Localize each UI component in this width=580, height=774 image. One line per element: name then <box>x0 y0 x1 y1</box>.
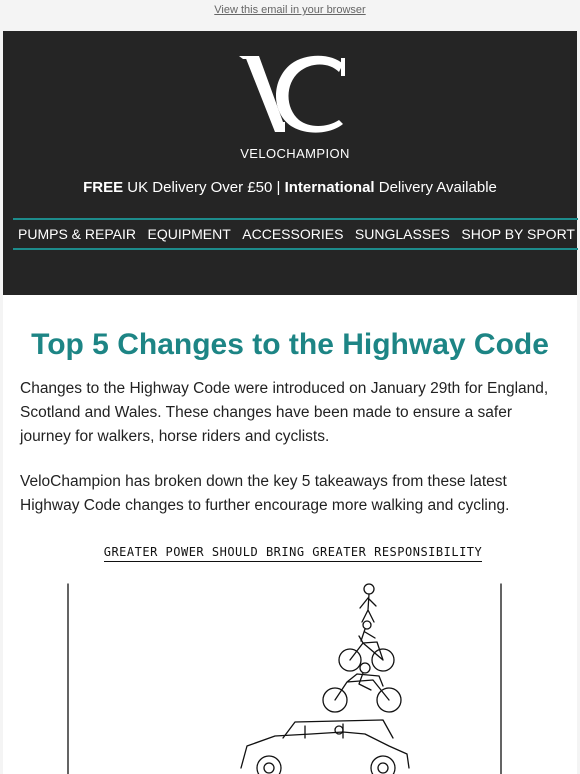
international-label: International <box>284 179 375 196</box>
logo-wordmark: VELOCHAMPION <box>240 146 350 161</box>
road-user-stack-drawing <box>43 540 543 774</box>
intl-delivery-text: Delivery Available <box>374 179 497 196</box>
free-label: FREE <box>83 179 124 196</box>
vc-logo-mark <box>225 54 365 164</box>
nav-item-equipment[interactable]: EQUIPMENT <box>147 226 231 242</box>
article-paragraph-intro: Changes to the Highway Code were introduced on January 29th for England, Scotland and Wales. These changes have been made to ensure a safer journey for walkers, horse riders and cyclists. <box>20 380 549 445</box>
email-header <box>3 31 577 295</box>
nav-item-sunglasses[interactable]: SUNGLASSES <box>354 226 450 242</box>
uk-delivery-text: UK Delivery Over £50 | <box>123 179 285 196</box>
nav-item-accessories[interactable]: ACCESSORIES <box>242 226 344 242</box>
velochampion-logo[interactable] <box>225 54 365 164</box>
main-nav <box>13 218 578 250</box>
article-paragraph-summary: VeloChampion has broken down the key 5 takeaways from these latest Highway Code changes to further encourage more walking and cycling. <box>20 473 510 514</box>
top-bar <box>0 0 580 14</box>
article-title: Top 5 Changes to the Highway Code <box>31 328 549 361</box>
email-content <box>3 295 577 774</box>
delivery-banner <box>3 179 577 196</box>
illustration-caption: GREATER POWER SHOULD BRING GREATER RESPONSIBILITY <box>43 545 543 559</box>
nav-item-pumps-repair[interactable]: PUMPS & REPAIR <box>18 226 136 242</box>
view-in-browser-link[interactable]: View this email in your browser <box>214 4 366 16</box>
nav-item-shop-by-sport[interactable]: SHOP BY SPORT <box>461 226 575 242</box>
hierarchy-illustration[interactable] <box>43 540 543 774</box>
